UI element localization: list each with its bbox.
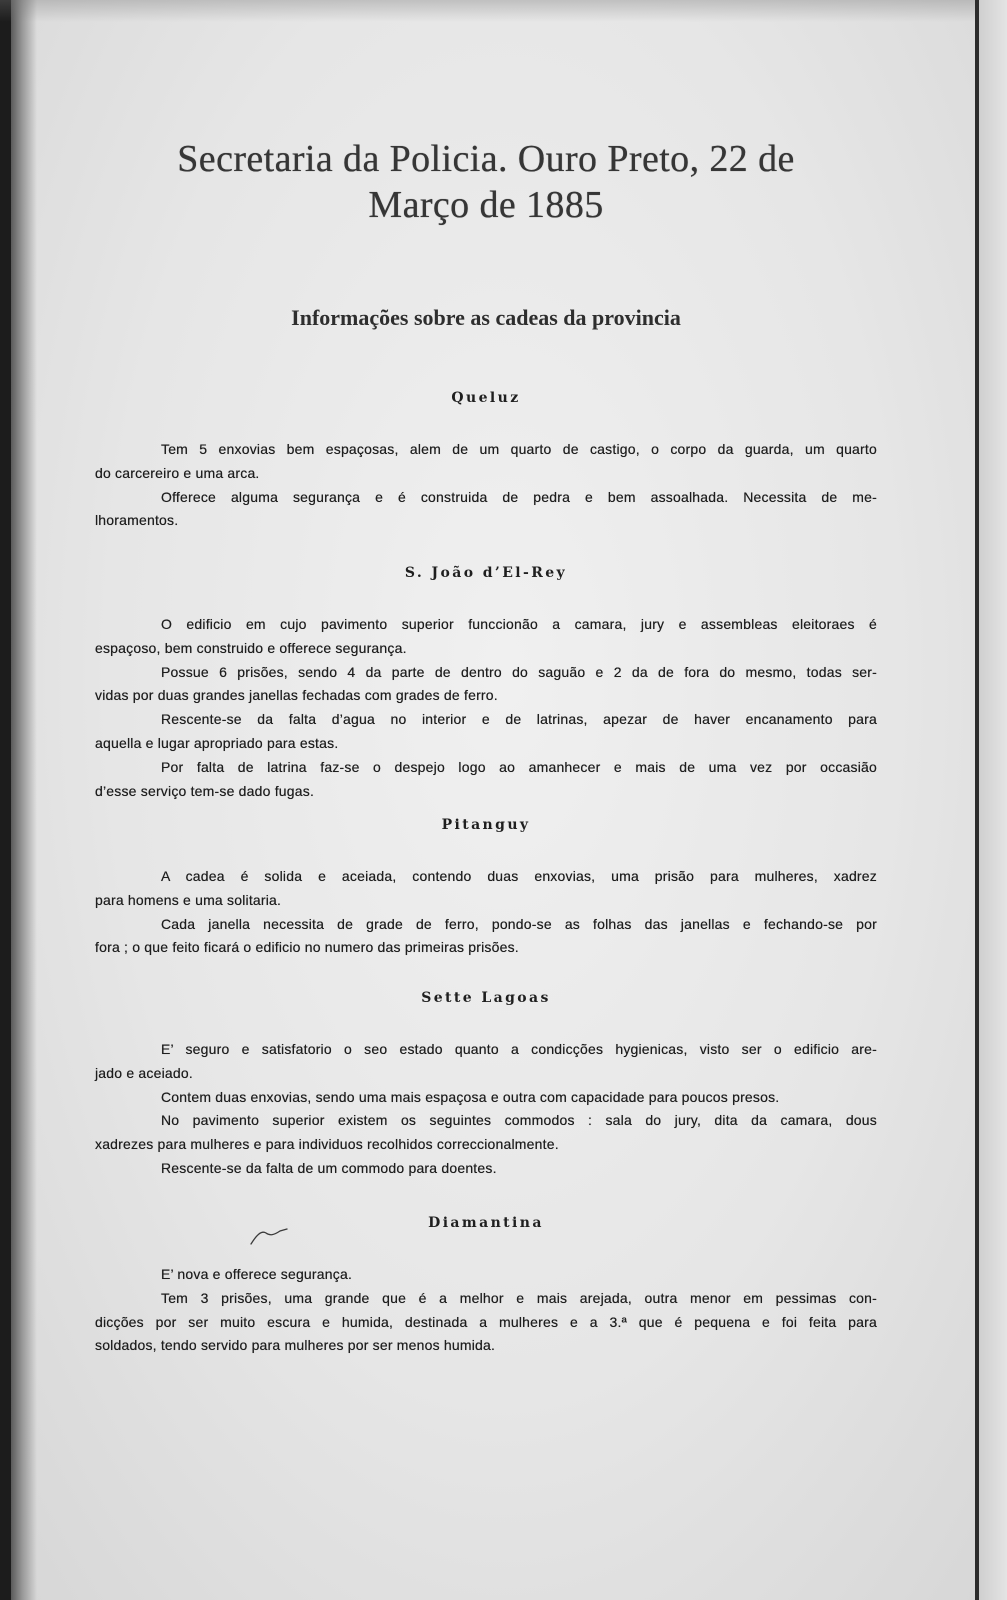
text-line: Offerece alguma segurança e é construida de pedra e bem assoalhada. Necessita de me-	[161, 488, 877, 505]
section-body	[95, 613, 877, 803]
paragraph	[95, 661, 877, 709]
text-line: jado e aceiado.	[95, 1064, 193, 1081]
text-line: do carcereiro e uma arca.	[95, 464, 260, 481]
section-heading: Sette Lagoas	[421, 990, 551, 1006]
text-line: lhoramentos.	[95, 512, 179, 529]
text-line: Cada janella necessita de grade de ferro, pondo-se as folhas das janellas e fechando-se por	[161, 915, 877, 932]
page-title-line-1: Secretaria da Policia. Ouro Preto, 22 de	[177, 138, 795, 180]
section-heading: Queluz	[451, 390, 521, 406]
text-line: Tem 3 prisões, uma grande que é a melhor e mais arejada, outra menor em pessimas con-	[161, 1289, 877, 1306]
text-line: espaçoso, bem construido e offerece segurança.	[95, 639, 407, 656]
section-heading: Pitanguy	[441, 817, 531, 833]
paragraph	[95, 1157, 877, 1181]
paragraph	[95, 1086, 877, 1110]
paragraph	[95, 1038, 877, 1086]
paragraph	[95, 756, 877, 804]
paragraph	[95, 913, 877, 961]
paragraph	[95, 1287, 877, 1358]
section-sette-lagoas	[95, 986, 877, 1181]
text-line: Por falta de latrina faz-se o despejo logo ao amanhecer e mais de uma vez por occasião	[161, 758, 877, 775]
paragraph	[95, 865, 877, 913]
text-line: dicções por ser muito escura e humida, destinada a mulheres e a 3.ª que é pequena e foi feita para	[95, 1313, 877, 1330]
paragraph	[95, 438, 877, 486]
paragraph	[95, 1109, 877, 1157]
section-sao-joao-del-rey	[95, 561, 877, 803]
section-body	[95, 1263, 877, 1358]
section-body	[95, 865, 877, 960]
section-queluz	[95, 386, 877, 533]
page-subtitle: Informações sobre as cadeas da provincia	[291, 305, 681, 330]
section-heading: Diamantina	[428, 1215, 544, 1231]
section-diamantina	[95, 1211, 877, 1358]
text-line: No pavimento superior existem os seguintes commodos : sala do jury, dita da camara, dous	[161, 1112, 877, 1129]
paragraph	[95, 613, 877, 661]
text-line: A cadea é solida e aceiada, contendo duas enxovias, uma prisão para mulheres, xadrez	[161, 868, 877, 884]
text-line: d’esse serviço tem-se dado fugas.	[95, 782, 315, 799]
paragraph	[95, 1263, 877, 1287]
text-line: Rescente-se da falta de um commodo para doentes.	[161, 1159, 497, 1176]
scan-left-shadow	[11, 0, 37, 1600]
text-line: E’ seguro e satisfatorio o seo estado quanto a condicções hygienicas, visto ser o edificio are-	[161, 1041, 877, 1057]
text-line: Tem 5 enxovias bem espaçosas, alem de um quarto de castigo, o corpo da guarda, um quarto	[161, 441, 877, 457]
text-line: vidas por duas grandes janellas fechadas com grades de ferro.	[95, 687, 498, 704]
text-line: para homens e uma solitaria.	[95, 891, 282, 908]
text-line: Contem duas enxovias, sendo uma mais espaçosa e outra com capacidade para poucos presos.	[161, 1088, 780, 1105]
section-body	[95, 1038, 877, 1181]
text-line: E’ nova e offerece segurança.	[161, 1266, 353, 1282]
text-line: aquella e lugar apropriado para estas.	[95, 734, 339, 751]
section-heading: S. João d’El-Rey	[404, 565, 568, 581]
paragraph	[95, 486, 877, 534]
page-title-line-2: Março de 1885	[368, 184, 604, 226]
scan-top-shadow	[0, 0, 1007, 22]
text-line: fora ; o que feito ficará o edificio no numero das primeiras prisões.	[95, 939, 519, 956]
text-line: O edificio em cujo pavimento superior funccionão a camara, jury e assembleas eleitoraes é	[161, 616, 877, 632]
text-line: xadrezes para mulheres e para individuos recolhidos correccionalmente.	[95, 1136, 559, 1153]
paragraph	[95, 708, 877, 756]
text-line: soldados, tendo servido para mulheres por ser menos humida.	[95, 1337, 496, 1354]
scan-left-edge	[0, 0, 11, 1600]
section-body	[95, 438, 877, 533]
page-title	[95, 136, 877, 228]
text-line: Possue 6 prisões, sendo 4 da parte de dentro do saguão e 2 da de fora do mesmo, todas ser-	[161, 663, 877, 680]
section-pitanguy	[95, 813, 877, 960]
text-line: Rescente-se da falta d’agua no interior e de latrinas, apezar de haver encanamento para	[161, 711, 877, 728]
scan-right-margin	[979, 0, 1007, 1600]
